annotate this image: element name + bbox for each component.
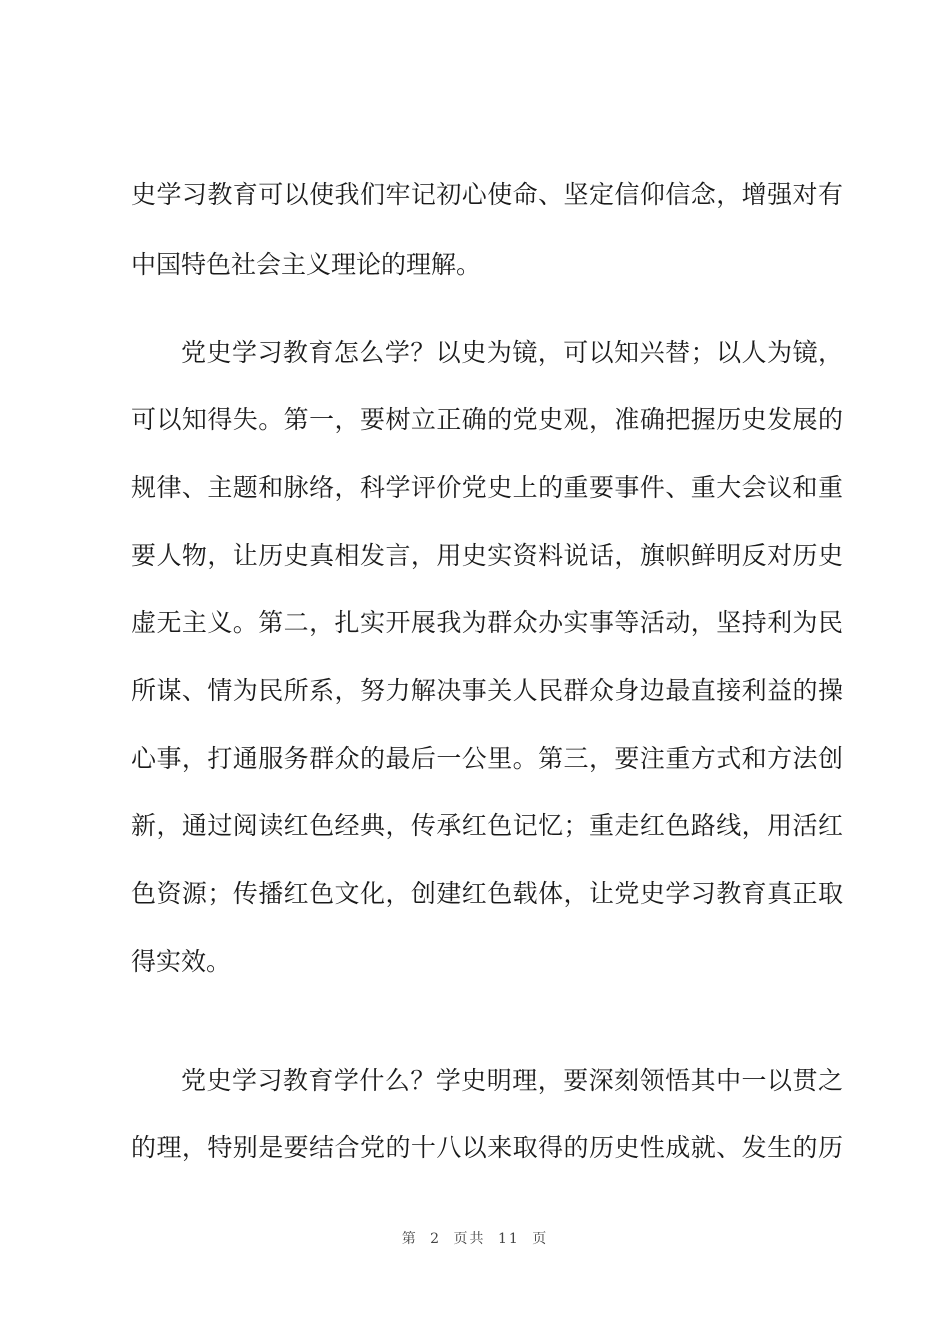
text-line: 心事，打通服务群众的最后一公里。第三，要注重方式和方法创: [131, 744, 843, 773]
text-line: 虚无主义。第二，扎实开展我为群众办实事等活动，坚持利为民: [131, 608, 843, 637]
text-line: 可以知得失。第一，要树立正确的党史观，准确把握历史发展的: [131, 405, 843, 434]
text-line: 中国特色社会主义理论的理解。: [131, 250, 482, 279]
text-line: 党史学习教育学什么？学史明理，要深刻领悟其中一以贯之: [181, 1066, 843, 1095]
text-line: 史学习教育可以使我们牢记初心使命、坚定信仰信念，增强对有: [131, 180, 843, 209]
text-line: 的理，特别是要结合党的十八以来取得的历史性成就、发生的历: [131, 1133, 843, 1162]
text-line: 规律、主题和脉络，科学评价党史上的重要事件、重大会议和重: [131, 473, 843, 502]
text-line: 所谋、情为民所系，努力解决事关人民群众身边最直接利益的操: [131, 676, 843, 705]
text-line: 得实效。: [131, 947, 232, 976]
text-line: 党史学习教育怎么学？以史为镜，可以知兴替；以人为镜，: [181, 338, 843, 367]
text-line: 新，通过阅读红色经典，传承红色记忆；重走红色路线，用活红: [131, 811, 843, 840]
page-number-footer: 第 2 页共 11 页: [401, 1231, 549, 1247]
text-line: 要人物，让历史真相发言，用史实资料说话，旗帜鲜明反对历史: [131, 541, 843, 570]
text-line: 色资源；传播红色文化，创建红色载体，让党史学习教育真正取: [131, 879, 843, 908]
